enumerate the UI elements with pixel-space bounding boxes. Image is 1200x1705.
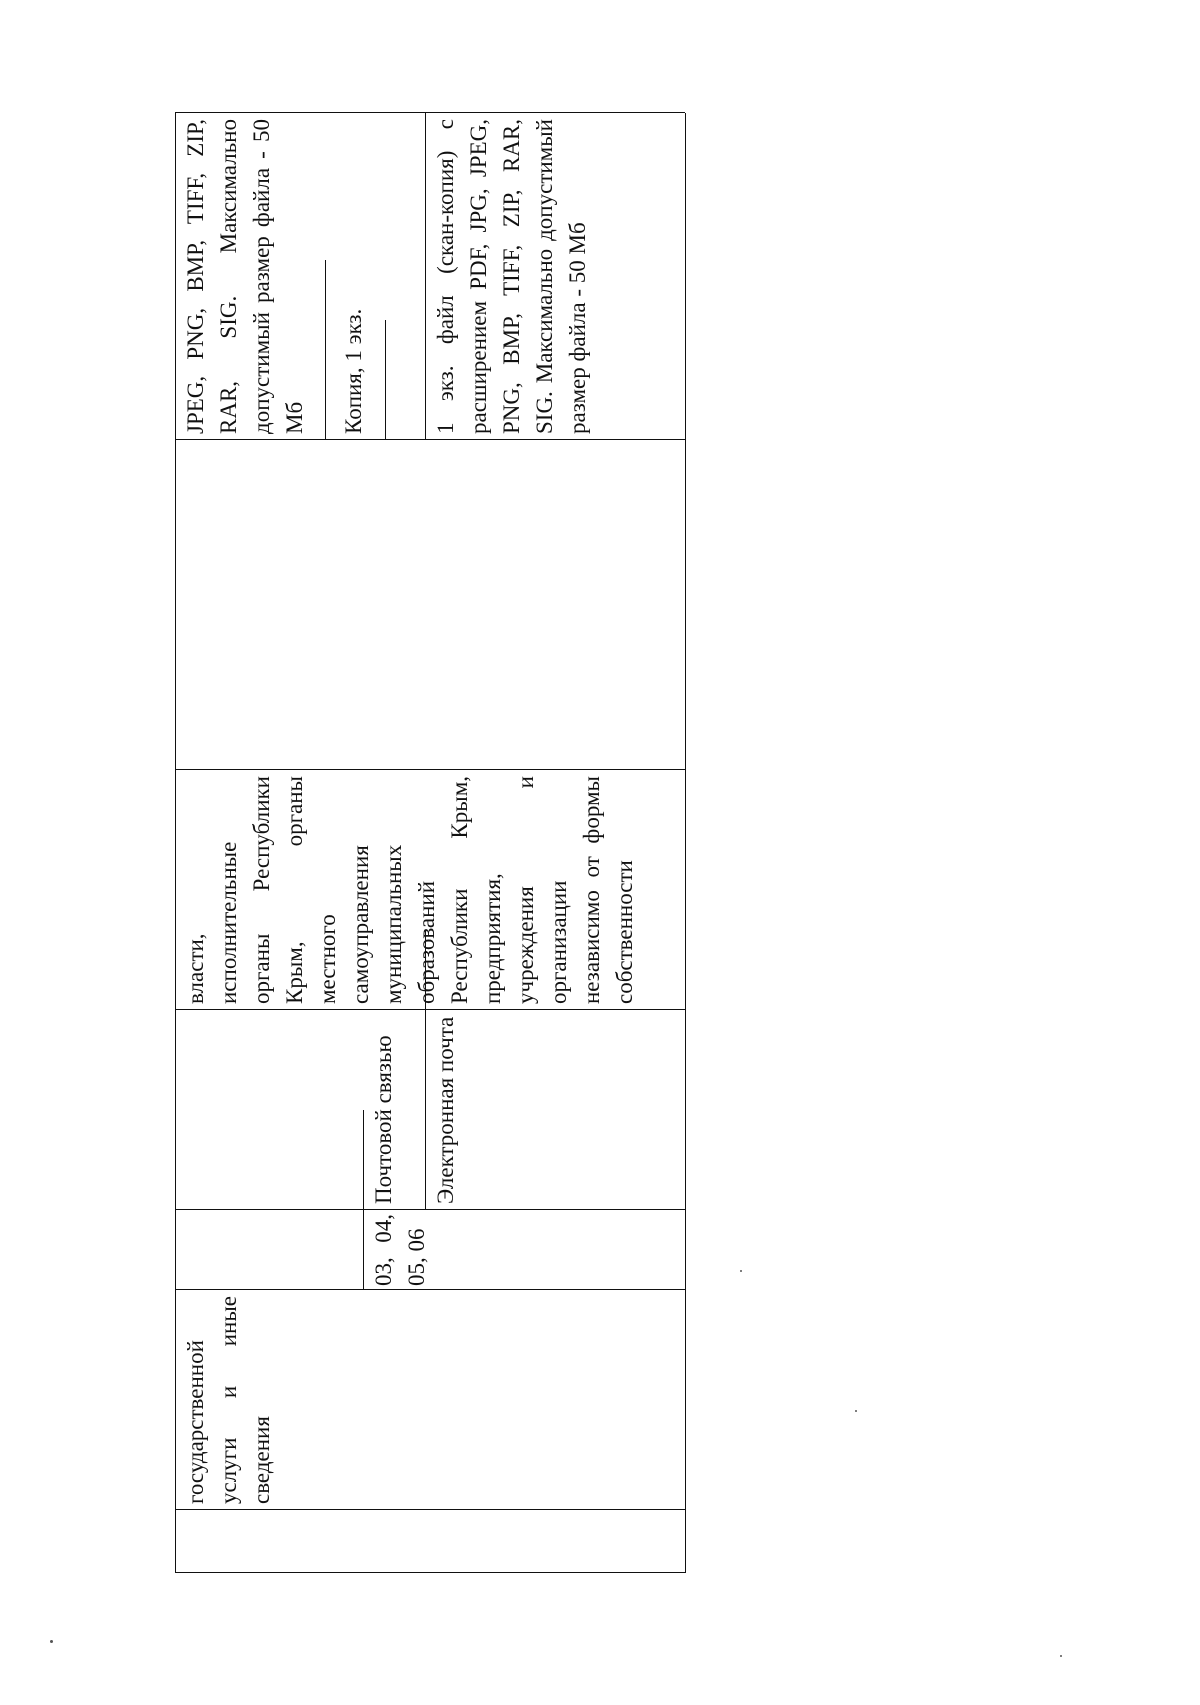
postal-method-text: Почтовой связью bbox=[371, 1035, 396, 1204]
row-divider bbox=[385, 320, 386, 440]
scan-speck bbox=[50, 1640, 53, 1643]
scan-speck bbox=[740, 1270, 742, 1272]
cell-copy-count bbox=[325, 113, 385, 440]
scan-requirements-text: 1 экз. файл (скан-копия) с расширением PDF, JPG, JPEG, PNG, BMP, TIFF, ZIP, RAR, SIG. Максимально допустимый размер файла - 50 Мб bbox=[433, 119, 590, 434]
cell-email bbox=[425, 1010, 685, 1210]
scan-speck bbox=[855, 1410, 857, 1412]
authorities-text: власти, исполнительные органы Республики Крым, органы местного самоуправления муниципальных образований Республики Крым, предприятия, учреждения и организации независимо от формы собственности bbox=[183, 776, 637, 1004]
table-border-bottom bbox=[685, 113, 686, 1573]
cell-postal bbox=[363, 1010, 425, 1210]
file-formats-text: JPEG, PNG, BMP, TIFF, ZIP, RAR, SIG. Максимально допустимый размер файла - 50 Мб bbox=[183, 119, 307, 434]
copy-count-text: Копия, 1 экз. bbox=[341, 308, 366, 434]
codes-text: 03, 04, 05, 06 bbox=[371, 1214, 429, 1286]
cell-scan-requirements bbox=[425, 113, 685, 440]
cell-service-info bbox=[175, 1290, 685, 1510]
service-info-text: государственной услуги и иные сведения bbox=[183, 1296, 274, 1504]
scan-speck bbox=[1060, 1655, 1062, 1657]
email-method-text: Электронная почта bbox=[433, 1016, 458, 1204]
table-border-left bbox=[175, 1572, 685, 1573]
cell-file-formats bbox=[175, 113, 325, 440]
cell-codes bbox=[363, 1210, 685, 1290]
requirements-table bbox=[175, 113, 685, 1573]
cell-authorities bbox=[175, 770, 685, 1010]
